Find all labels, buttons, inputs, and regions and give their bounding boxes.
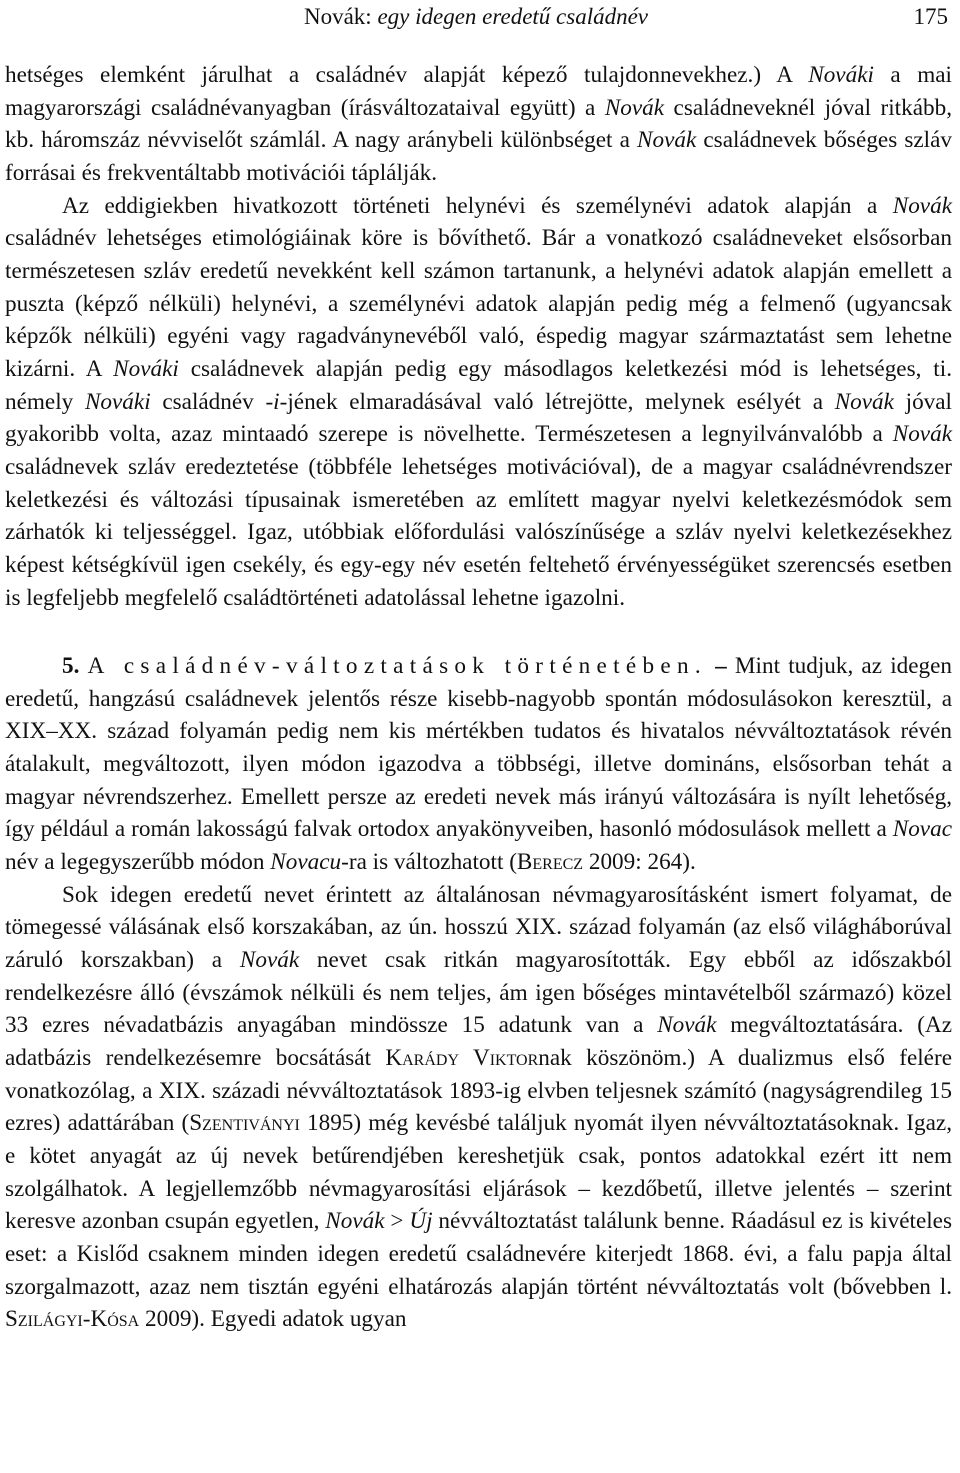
- body-text: [5, 59, 952, 1336]
- italic-name: Novák: [239, 947, 300, 974]
- page-number: 175: [913, 4, 948, 29]
- text-run: 2009: 264).: [583, 849, 696, 876]
- italic-name: Novák: [834, 388, 894, 415]
- text-run: családnevek alapján pedig egy másodlagos keletkezési mód is lehetséges, ti. némely: [5, 355, 952, 415]
- italic-name: Nováki: [84, 388, 151, 415]
- acknowledged-person: Karády Viktor: [385, 1045, 539, 1072]
- italic-suffix: -i: [265, 388, 280, 415]
- italic-name: Nováki: [113, 355, 179, 382]
- text-run: név a legegyszerűbb módon: [5, 849, 271, 876]
- text-run: -ra is változhatott (: [341, 849, 517, 876]
- text-run: jóval gyakoribb volta, azaz mintaadó szerepe is növelhette. Természetesen a legnyilvánvalóbb a: [5, 388, 952, 448]
- text-run: nak köszönöm.) A dualizmus első felére vonatkozólag, a XIX. századi névváltoztatások 1893-ig elvben teljesnek számító (nagyságrendileg 15 ezres) adattárában (: [5, 1045, 952, 1137]
- text-run: a mai magyarországi családnévanyagban (írásváltozataival együtt) a: [5, 62, 952, 121]
- paragraph-3-section-5: [5, 650, 952, 879]
- paragraph-1: [5, 59, 952, 190]
- text-run: >: [384, 1208, 410, 1235]
- text-run: névváltoztatást találunk benne. Ráadásul ez is kivételes eset: a Kislőd csaknem minden idegen eredetű családnevére kiterjedt 1868. évi, a falu papja által szorgalmazott, azaz nem tisztán egyéni elhatározás alapján történt névváltoztatás volt (bővebben l.: [5, 1208, 952, 1300]
- italic-name: Nováki: [808, 62, 874, 88]
- text-run: családnevek bőséges szláv forrásai és frekventáltabb motivációi táplálják.: [5, 127, 952, 186]
- citation-author: Szilágyi-Kósa: [5, 1306, 140, 1333]
- text-run: 2009). Egyedi adatok ugyan: [139, 1306, 407, 1333]
- text-run: hetséges elemként járulhat a családnév alapját képező tulajdonnevekhez.) A: [5, 62, 809, 88]
- heading-dash: –: [706, 653, 735, 680]
- section-number: 5.: [62, 653, 80, 680]
- text-run: -jének elmaradásával való létrejötte, melynek esélyét a: [279, 388, 835, 415]
- italic-name: Novák: [604, 94, 665, 121]
- paragraph-4: [5, 879, 952, 1336]
- section-heading: A családnév-változtatások történetében.: [87, 653, 707, 680]
- text-run: Mint tudjuk, az idegen eredetű, hangzású családnevek jelentős része kisebb-nagyobb spontán módosulásokon keresztül, a XIX–XX. század folyamán pedig nem kis mértékben tudatos és hivatalos névváltoztatások révén átalakult, megváltozott, ilyen módon igazodva a többségi, illetve domináns, elsősorban tehát a magyar névrendszerhez. Emellett persze az eredeti nevek más irányú változására is nyílt lehetőség, így például a román lakosságú falvak ortodox anyakönyveiben, hasonló módosulások mellett a: [5, 653, 953, 843]
- text-run: nevet csak ritkán magyarosították. Egy ebből az időszakból rendelkezésre álló (évszámok nélküli és nem teljes, ám igen bőséges mintavételből származó) közel 33 ezres névadatbázis anyagában mindössze 15 adatunk van a: [5, 947, 952, 1039]
- text-run: megváltoztatására. (Az adatbázis rendelkezésemre bocsátását: [5, 1012, 952, 1072]
- text-run: családneveknél jóval ritkább, kb. háromszáz névviselőt számlál. A nagy aránybeli különbséget a: [5, 94, 952, 154]
- italic-name: Novák: [657, 1012, 717, 1039]
- italic-name: Novac: [892, 816, 952, 843]
- text-run: családnév lehetséges etimológiáinak köre is bővíthető. Bár a vonatkozó családneveket elsősorban természetesen szláv eredetű nevekként kell számon tartanunk, a helynévi adatok alapján emellett a puszta (képző nélküli) helynévi, a személynévi adatok alapján pedig még a felmenő (ugyancsak képzők nélküli) egyéni vagy ragadványnevéből való, éspedig magyar származtatást sem lehetne kizárni. A: [5, 225, 952, 382]
- running-header: [0, 2, 952, 32]
- italic-name: Novacu: [270, 849, 342, 876]
- text-run: családnevek szláv eredeztetése (többféle lehetséges motivációval), de a magyar családnévrendszer keletkezési és változási típusainak ismeretében az említett magyar nyelvi keletkezésmódok sem zárhatók ki teljességgel. Igaz, utóbbiak előfordulási valószínűsége a szláv nyelvi keletkezésekhez képest kétségkívül igen csekély, és egy-egy név esetén feltehető érvényességüket szerencsés esetben is legfeljebb megfelelő családtörténeti adatolással lehetne igazolni.: [5, 453, 952, 611]
- text-run: Sok idegen eredetű nevet érintett az általánosan névmagyarosításként ismert folyamat, de tömegessé válásának első korszakában, az ún. hosszú XIX. század folyamán (az első világháborúval záruló korszakban) a: [5, 881, 952, 974]
- text-run: Az eddigiekben hivatkozott történeti helynévi és személynévi adatok alapján a: [62, 192, 893, 219]
- italic-name: Novák: [892, 421, 952, 448]
- running-title: [0, 2, 952, 32]
- header-title: egy idegen eredetű családnév: [377, 4, 649, 29]
- italic-name: Novák: [637, 127, 697, 154]
- text-run: 1895) még kevésbé találjuk nyomát ilyen névváltoztatásoknak. Igaz, e kötet anyagát az új nevek betűrendjében kereshetjük csak, pontos adatokkal ezért itt nem szolgálhatok. A legjellemzőbb névmagyarosítási eljárások – kezdőbetű, illetve jelentés – szerint keresve azonban csupán egyetlen,: [5, 1110, 952, 1235]
- italic-name: Új: [409, 1208, 433, 1235]
- italic-name: Novák: [892, 192, 952, 219]
- citation-author: Berecz: [516, 849, 584, 876]
- text-run: családnév: [150, 388, 266, 415]
- header-author: Novák:: [303, 4, 378, 29]
- italic-name: Novák: [325, 1208, 385, 1235]
- paragraph-2: [5, 190, 952, 615]
- citation-author: Szentiványi: [189, 1110, 300, 1137]
